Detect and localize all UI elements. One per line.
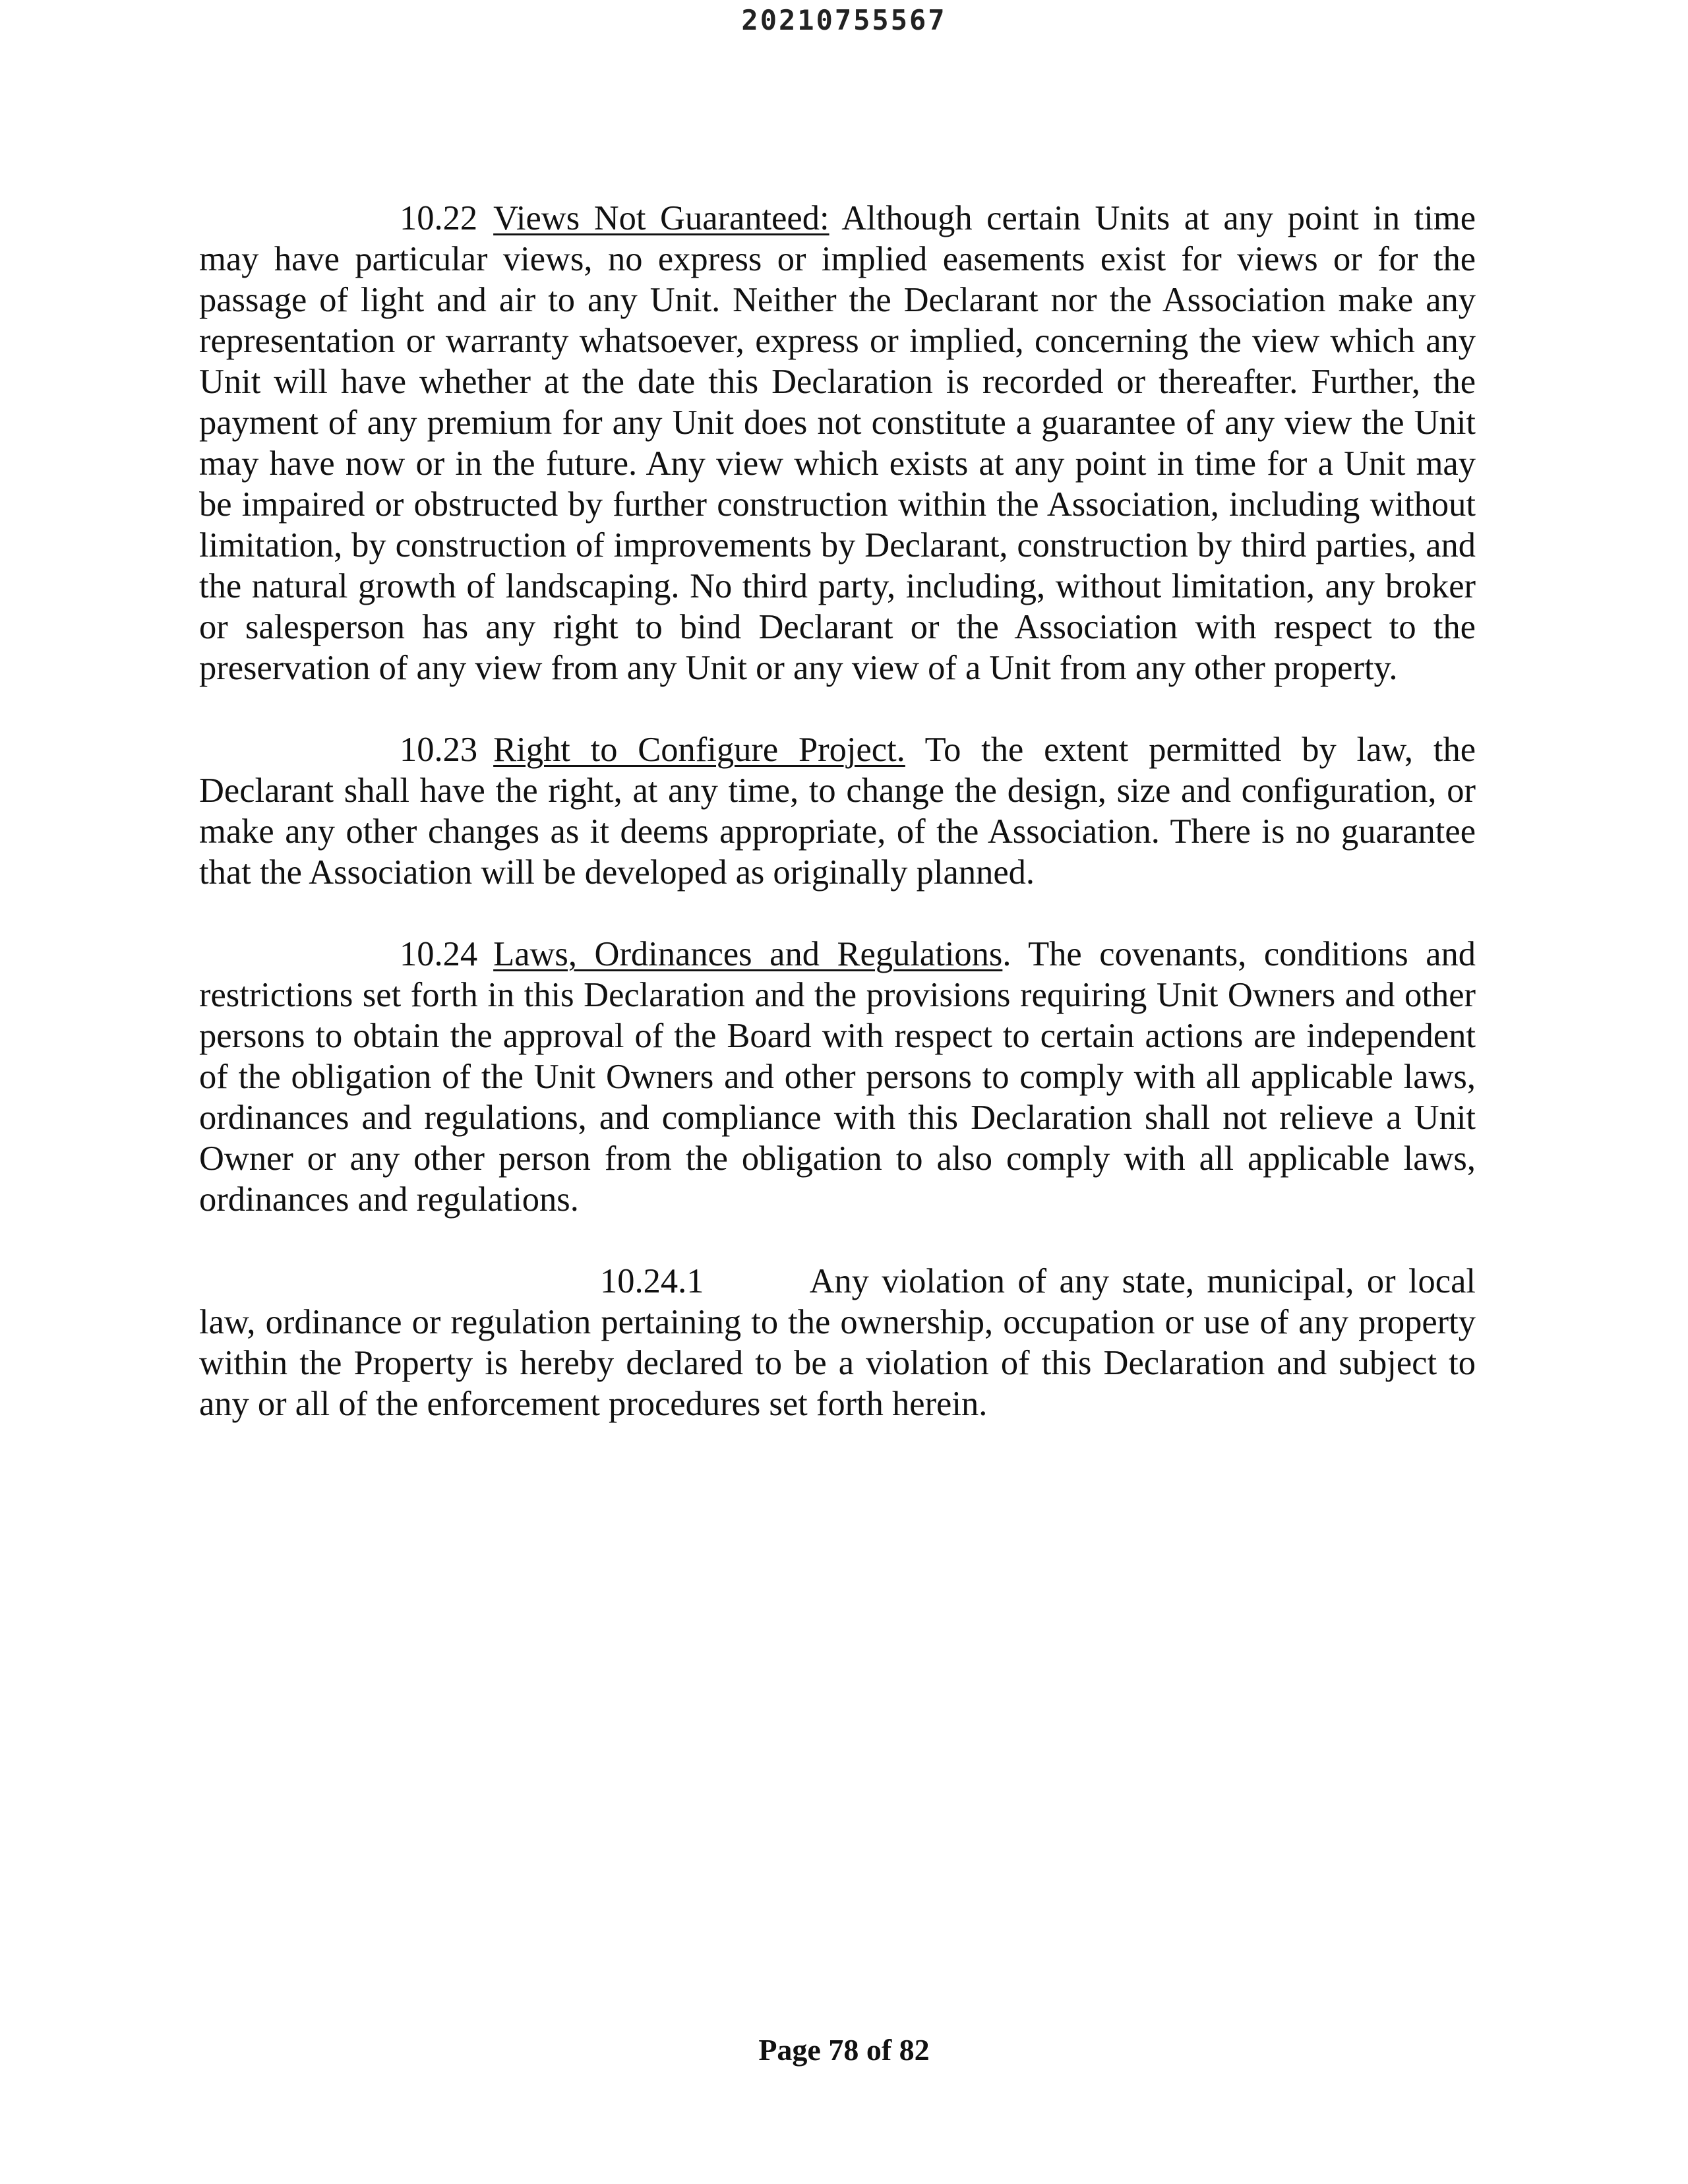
- section-text: Although certain Units at any point in time may have particular views, no express or implied easements exist for views or for the passage of light and air to any Unit. Neither the Declarant nor the Association make any representation or warranty whatsoever, express or implied, concerning the view which any Unit will have whether at the date this Declaration is recorded or thereafter. Further, the payment of any premium for any Unit does not constitute a guarantee of any view the Unit may have now or in the future. Any view which exists at any point in time for a Unit may be impaired or obstructed by further construction within the Association, including without limitation, by construction of improvements by Declarant, construction by third parties, and the natural growth of landscaping. No third party, including, without limitation, any broker or salesperson has any right to bind Declarant or the Association with respect to the preservation of any view from any Unit or any view of a Unit from any other property.: [199, 199, 1476, 687]
- section-text: The covenants, conditions and restrictions set forth in this Declaration and the provisions requiring Unit Owners and other persons to obtain the approval of the Board with respect to certain actions are independent of the obligation of the Unit Owners and other persons to comply with all applicable laws, ordinances and regulations, and compliance with this Declaration shall not relieve a Unit Owner or any other person from the obligation to also comply with all applicable laws, ordinances and regulations.: [199, 935, 1476, 1219]
- section-10-22: [199, 198, 1476, 688]
- section-number: 10.22: [400, 199, 478, 237]
- section-heading: Laws, Ordinances and Regulations: [493, 935, 1003, 973]
- section-number: 10.24: [400, 935, 478, 973]
- section-number: 10.24.1: [600, 1262, 704, 1300]
- section-number: 10.23: [400, 731, 478, 769]
- section-heading-suffix: .: [1002, 935, 1011, 973]
- section-10-24: [199, 934, 1476, 1220]
- document-number: 20210755567: [741, 4, 947, 36]
- section-heading: Right to Configure Project.: [493, 731, 905, 769]
- section-text: Any violation of any state, municipal, or local law, ordinance or regulation pertaining to the ownership, occupation or use of any property within the Property is hereby declared to be a violation of this Declaration and subject to any or all of the enforcement procedures set forth herein.: [199, 1262, 1476, 1423]
- section-heading: Views Not Guaranteed:: [493, 199, 829, 237]
- section-text: To the extent permitted by law, the Declarant shall have the right, at any time, to change the design, size and configuration, or make any other changes as it deems appropriate, of the Association. There is no guarantee that the Association will be developed as originally planned.: [199, 731, 1476, 892]
- section-10-23: [199, 729, 1476, 893]
- section-10-24-1: [199, 1261, 1476, 1424]
- page-number: Page 78 of 82: [758, 2033, 930, 2067]
- document-body: [199, 198, 1476, 1465]
